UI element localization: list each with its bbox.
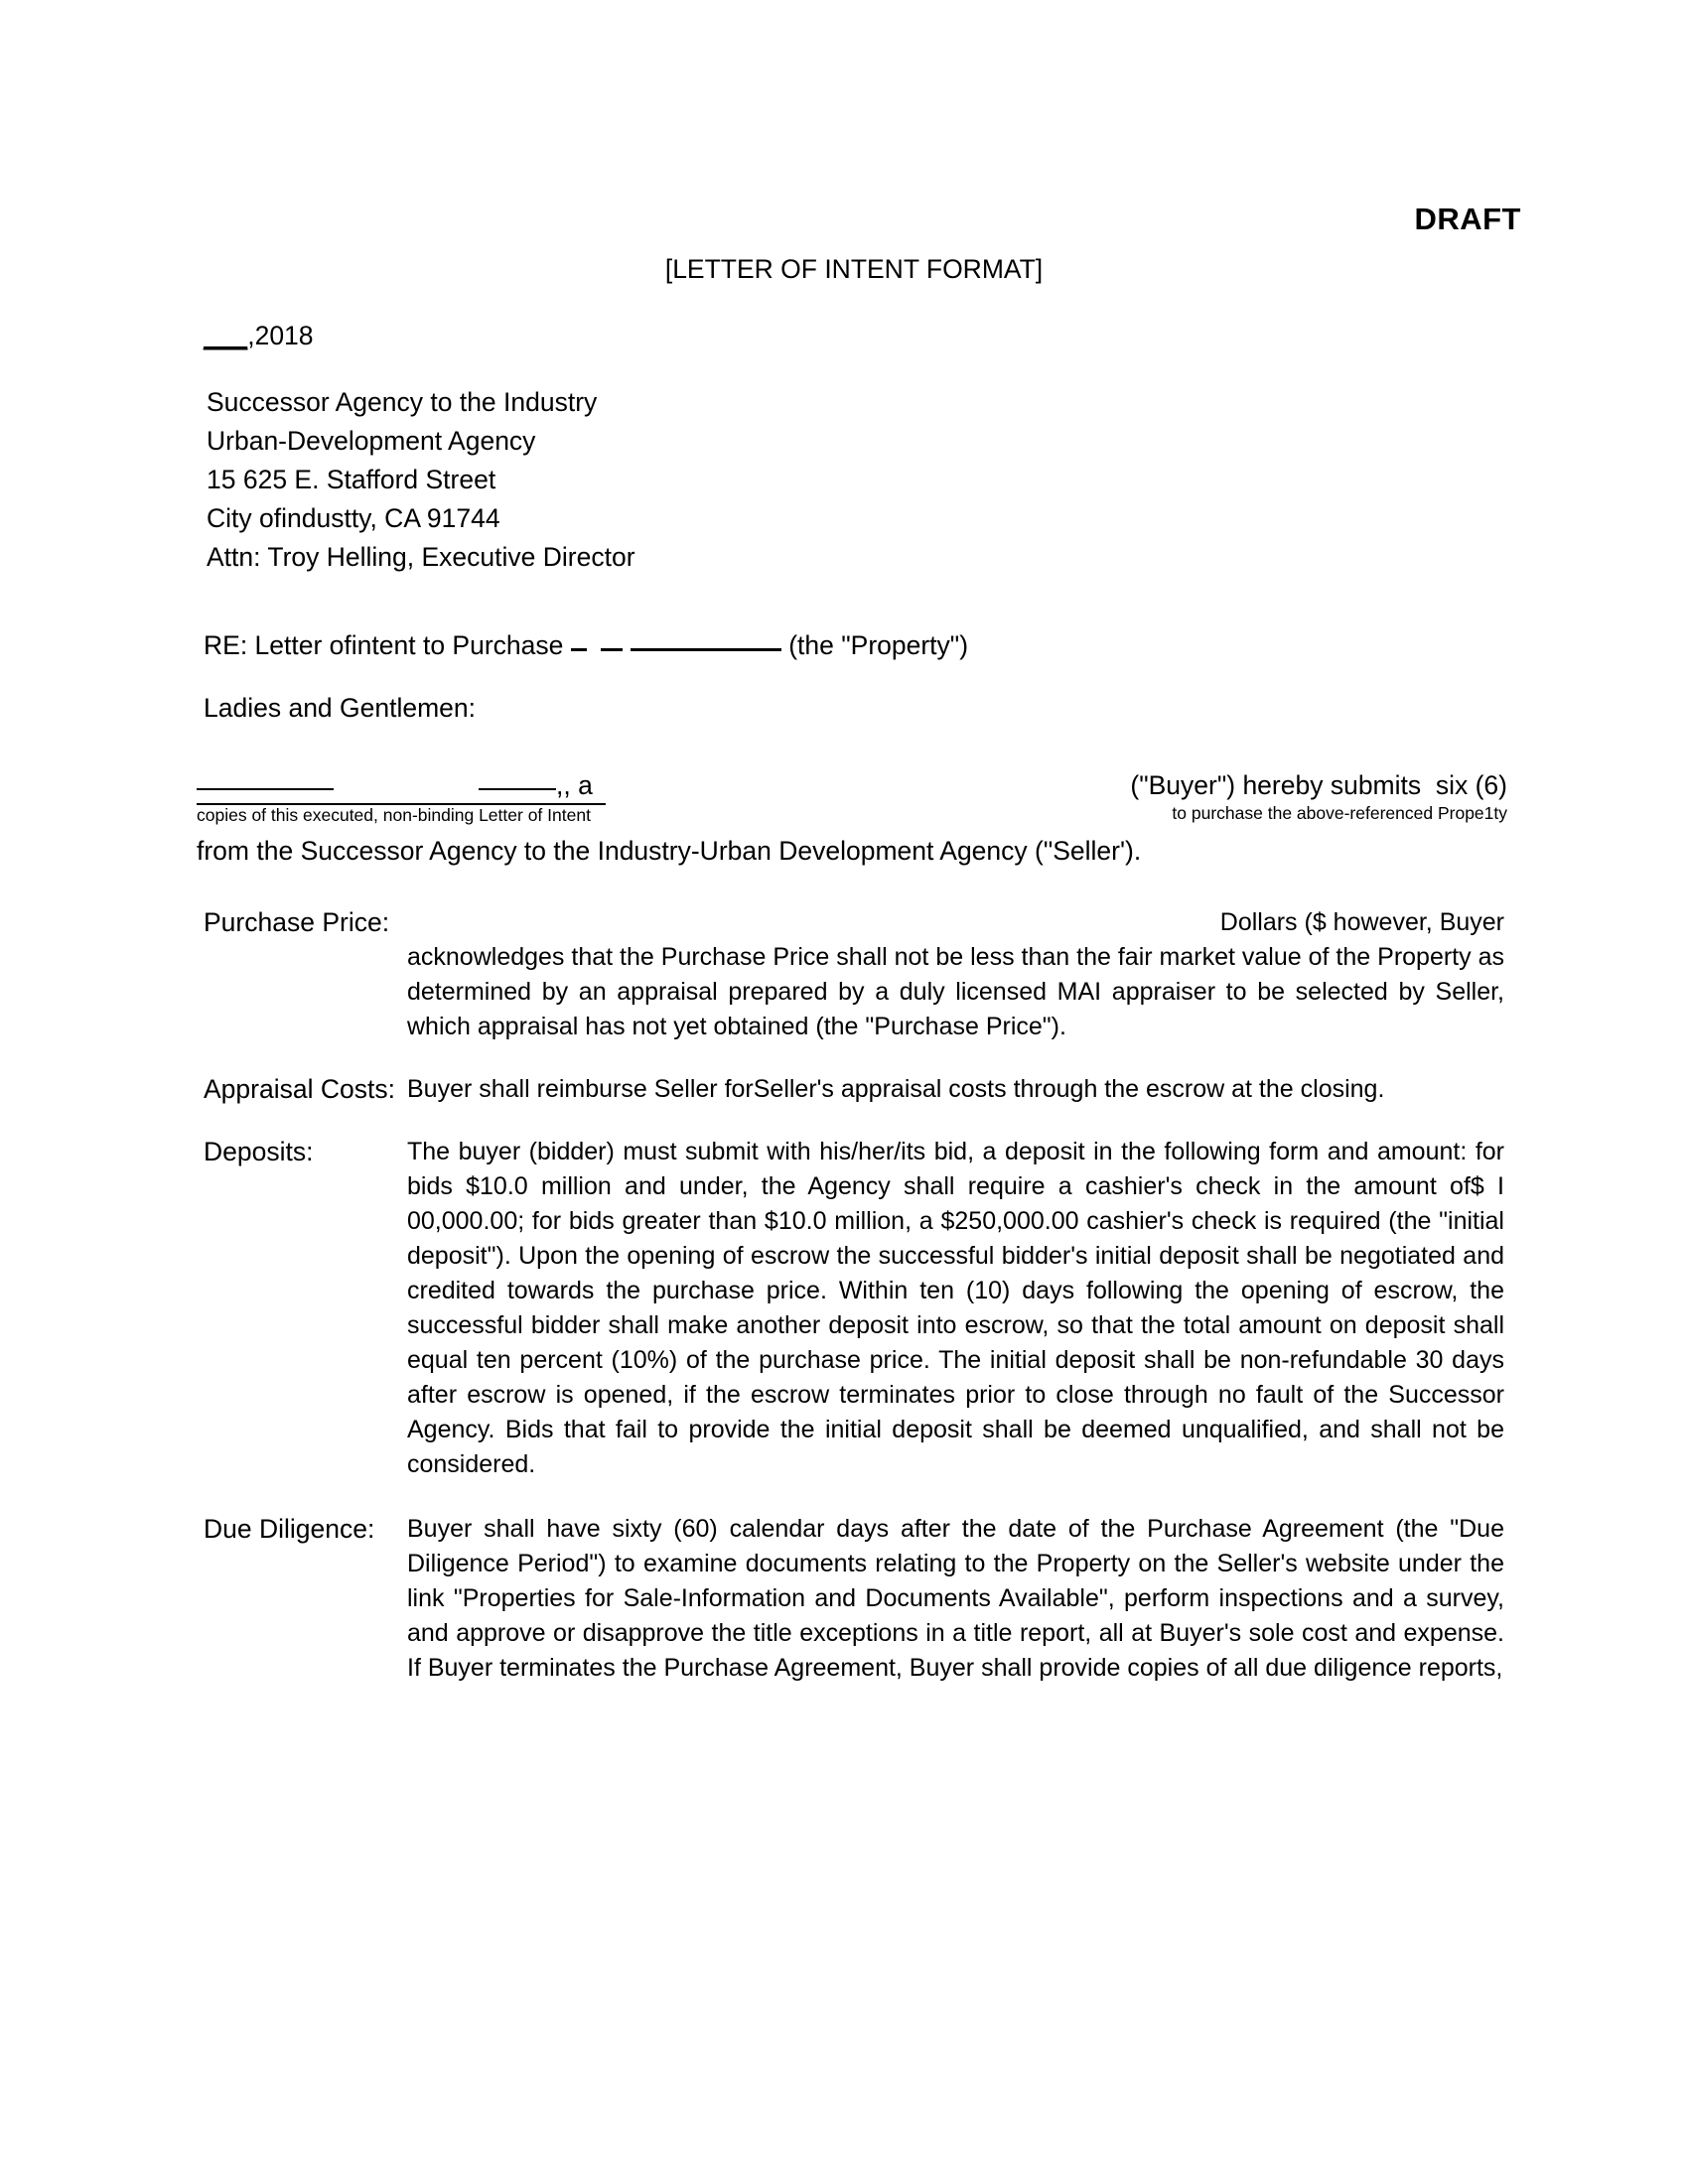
subject-blank-4	[652, 648, 781, 651]
salutation: Ladies and Gentlemen:	[204, 693, 477, 723]
clause-first-line-purchase-price: Dollars ($ however, Buyer	[1219, 908, 1504, 936]
subject-line	[204, 632, 968, 659]
subject-blank-2	[601, 648, 623, 651]
intro-left-main	[197, 772, 593, 799]
clause-label-purchase-price: Purchase Price:	[204, 907, 390, 937]
clause-list	[0, 905, 1688, 1686]
intro-left-subtext: copies of this executed, non-binding Letter of Intent	[197, 803, 606, 825]
recipient-address-block	[207, 383, 635, 577]
intro-left-tail: ,, a	[556, 770, 593, 800]
subject-blank-1	[571, 648, 587, 651]
buyer-entity-blank	[479, 788, 556, 790]
clause-deposits	[0, 1135, 1688, 1482]
recipient-line-3: 15 625 E. Stafford Street	[207, 465, 496, 494]
clause-label-deposits: Deposits:	[204, 1137, 314, 1166]
date-blank: ___	[204, 321, 248, 350]
subject-suffix: (the "Property")	[780, 630, 969, 660]
clause-body-appraisal-costs	[407, 1072, 1504, 1107]
clause-label-due-diligence: Due Diligence:	[204, 1514, 375, 1544]
clause-due-diligence	[0, 1512, 1688, 1686]
clause-purchase-price	[0, 905, 1688, 1044]
clause-label-appraisal-costs: Appraisal Costs:	[204, 1074, 395, 1104]
clause-text-purchase-price: acknowledges that the Purchase Price shall not be less than the fair market value of the Property as determined by an appraisal prepared by a duly licensed MAI appraiser to be selected by Seller, which appraisal has not yet obtained (the "Purchase Price").	[407, 943, 1504, 1040]
clause-appraisal-costs	[0, 1072, 1688, 1107]
draft-stamp: DRAFT	[1414, 202, 1521, 236]
clause-body-purchase-price	[407, 905, 1504, 1044]
subject-blank-3	[631, 648, 652, 651]
intro-tail-line: from the Successor Agency to the Industry-Urban Development Agency ("Seller').	[197, 836, 1142, 866]
clause-text-appraisal-costs: Buyer shall reimburse Seller forSeller's appraisal costs through the escrow at the closing.	[407, 1075, 1385, 1103]
buyer-name-blank	[197, 788, 334, 790]
document-title: [LETTER OF INTENT FORMAT]	[664, 254, 1044, 284]
intro-right-subtext: to purchase the above-referenced Prope1ty	[1172, 803, 1507, 823]
date-year: ,2018	[247, 321, 314, 350]
recipient-attention-line: Attn: Troy Helling, Executive Director	[207, 542, 635, 572]
clause-body-deposits	[407, 1135, 1504, 1482]
recipient-line-4: City ofindustty, CA 91744	[207, 503, 500, 533]
clause-body-due-diligence	[407, 1512, 1504, 1686]
clause-text-deposits: The buyer (bidder) must submit with his/her/its bid, a deposit in the following form and amount: for bids $10.0 million and under, the Agency shall require a cashier's check in the amount of$ I 00,000.00; for bids greater than $10.0 million, a $250,000.00 cashier's check is required (the "initial deposit"). Upon the opening of escrow the successful bidder's initial deposit shall be negotiated and credited towards the purchase price. Within ten (10) days following the opening of escrow, the successful bidder shall make another deposit into escrow, so that the total amount on deposit shall equal ten percent (10%) of the purchase price. The initial deposit shall be non-refundable 30 days after escrow is opened, if the escrow terminates prior to close through no fault of the Successor Agency. Bids that fail to provide the initial deposit shall be deemed unqualified, and shall not be considered.	[407, 1138, 1504, 1478]
intro-paragraph	[197, 770, 1507, 866]
intro-right-main: ("Buyer") hereby submits six (6)	[1130, 770, 1507, 800]
date-line	[204, 323, 314, 349]
recipient-line-1: Successor Agency to the Industry	[207, 387, 598, 417]
clause-text-due-diligence: Buyer shall have sixty (60) calendar days after the date of the Purchase Agreement (the "Due Diligence Period") to examine documents relating to the Property on the Seller's website under the link "Properties for Sale-Information and Documents Available", perform inspections and a survey, and approve or disapprove the title exceptions in a title report, all at Buyer's sole cost and expense. If Buyer terminates the Purchase Agreement, Buyer shall provide copies of all due diligence reports,	[407, 1515, 1504, 1682]
intro-row	[197, 770, 1507, 866]
subject-prefix: RE: Letter ofintent to Purchase	[204, 630, 571, 660]
recipient-line-2: Urban-Development Agency	[207, 426, 536, 456]
